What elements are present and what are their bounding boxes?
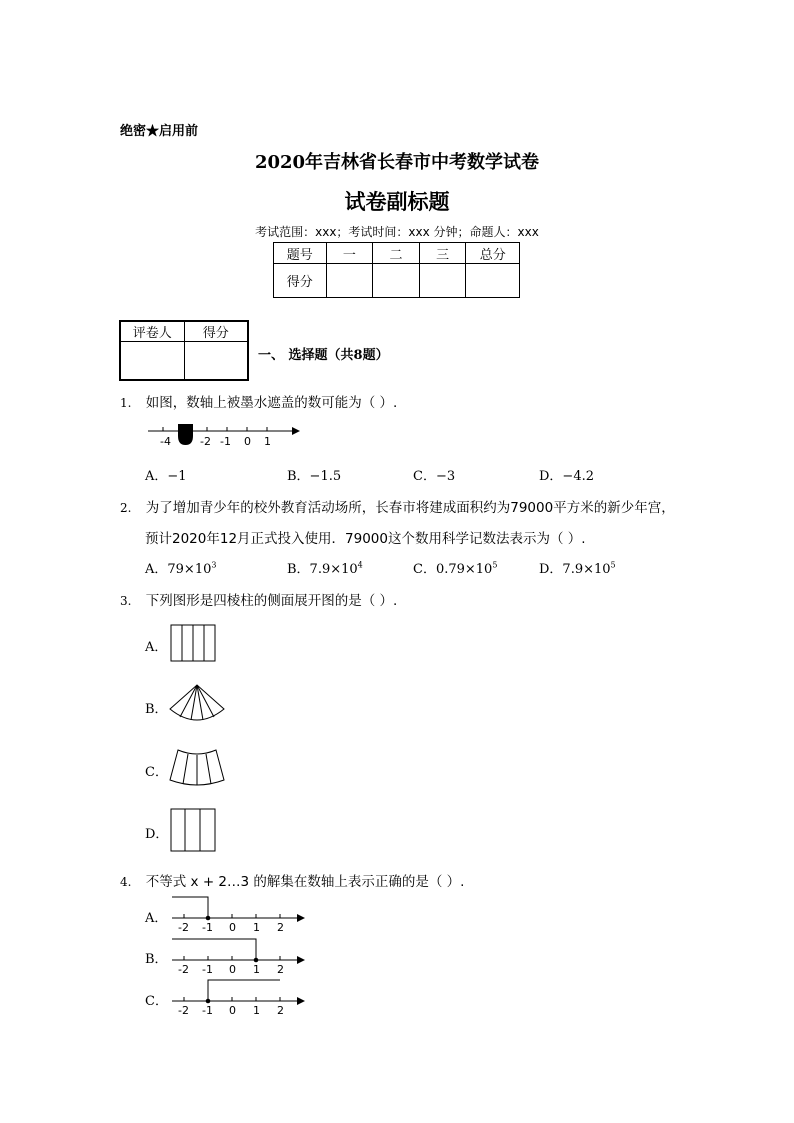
- score-cell: [326, 264, 373, 298]
- option-label: D．7.9×10: [539, 562, 611, 577]
- axis-label: 0: [229, 963, 236, 976]
- score-header-cell: 总分: [466, 243, 520, 264]
- q3-figure-b: [168, 683, 228, 725]
- score-row-label: 得分: [274, 264, 327, 298]
- axis-label: -2: [178, 963, 189, 976]
- q3-option-a[interactable]: A．: [145, 640, 168, 655]
- axis-label: 1: [253, 921, 260, 934]
- grader-header: 评卷人: [120, 321, 184, 342]
- grader-cell: [184, 342, 248, 380]
- score-table: [273, 242, 520, 298]
- score-cell: [419, 264, 466, 298]
- q2-option-c[interactable]: [413, 558, 497, 577]
- q3-option-d[interactable]: D．: [145, 827, 169, 842]
- q4-option-a[interactable]: A．: [145, 911, 168, 926]
- score-cell: [466, 264, 520, 298]
- q1-option-a[interactable]: A．−1: [145, 469, 187, 484]
- question-number: 2.: [120, 501, 132, 515]
- axis-label: 0: [229, 1004, 236, 1017]
- confidential-mark: 绝密★启用前: [120, 124, 199, 139]
- axis-label: 1: [253, 963, 260, 976]
- exam-subtitle: 试卷副标题: [344, 189, 450, 214]
- axis-label: -1: [202, 963, 213, 976]
- q1-option-c[interactable]: C．−3: [413, 469, 456, 484]
- question-3: [120, 589, 397, 609]
- q2-option-d[interactable]: [539, 558, 616, 577]
- axis-label: -2: [178, 921, 189, 934]
- q4-option-b[interactable]: B．: [145, 952, 168, 967]
- q4-number-line-c: [168, 976, 308, 1018]
- question-text: 下列图形是四棱柱的侧面展开图的是（ ）.: [145, 593, 398, 609]
- axis-label: 2: [277, 963, 284, 976]
- option-label: B．7.9×10: [287, 562, 358, 577]
- q3-option-c[interactable]: C．: [145, 765, 168, 780]
- q1-number-line: [140, 420, 310, 452]
- q4-number-line-b: [168, 935, 308, 977]
- grader-header: 得分: [184, 321, 248, 342]
- q3-figure-a: [170, 624, 218, 664]
- option-label: A．79×10: [145, 562, 212, 577]
- question-text: 不等式 x + 2…3 的解集在数轴上表示正确的是（ ）.: [145, 874, 465, 890]
- q1-option-b[interactable]: B．−1.5: [287, 469, 342, 484]
- grader-table: [119, 320, 249, 381]
- q4-number-line-a: [168, 893, 308, 935]
- axis-label: -1: [220, 435, 231, 448]
- axis-label: 0: [229, 921, 236, 934]
- axis-label: 2: [277, 921, 284, 934]
- exponent: 4: [357, 560, 363, 570]
- score-header-cell: 一: [326, 243, 373, 264]
- question-2-line2: 预计2020年12月正式投入使用．79000这个数用科学记数法表示为（ ）.: [145, 531, 586, 547]
- axis-label: 2: [277, 1004, 284, 1017]
- question-text: 为了增加青少年的校外教育活动场所，长春市将建成面积约为79000平方米的新少年宫，: [145, 500, 675, 516]
- question-number: 1.: [120, 396, 132, 410]
- score-header-cell: 三: [419, 243, 466, 264]
- question-1: [120, 391, 397, 411]
- grader-cell: [120, 342, 184, 380]
- q3-figure-d: [170, 808, 218, 854]
- ink-blot: [178, 424, 193, 445]
- exponent: 5: [610, 560, 616, 570]
- q1-option-d[interactable]: D．−4.2: [539, 469, 594, 484]
- score-header-cell: 题号: [274, 243, 327, 264]
- q3-option-b[interactable]: B．: [145, 702, 168, 717]
- axis-arrow: [292, 427, 300, 435]
- option-label: C．0.79×10: [413, 562, 493, 577]
- axis-label: 0: [244, 435, 251, 448]
- q4-option-c[interactable]: C．: [145, 994, 168, 1009]
- question-number: 3.: [120, 594, 132, 608]
- exam-title: 2020年吉林省长春市中考数学试卷: [254, 152, 540, 173]
- exponent: 5: [492, 560, 498, 570]
- q2-option-a[interactable]: [145, 558, 216, 577]
- axis-label: -1: [202, 1004, 213, 1017]
- exponent: 3: [211, 560, 217, 570]
- q3-figure-c: [168, 746, 228, 786]
- axis-label: -2: [200, 435, 211, 448]
- axis-label: 1: [253, 1004, 260, 1017]
- question-number: 4.: [120, 875, 132, 889]
- q2-option-b[interactable]: [287, 558, 363, 577]
- score-header-cell: 二: [373, 243, 420, 264]
- axis-label: 1: [264, 435, 271, 448]
- section-title: 一、 选择题（共8题）: [258, 348, 389, 363]
- axis-label: -4: [160, 435, 171, 448]
- question-text: 如图，数轴上被墨水遮盖的数可能为（ ）.: [145, 395, 398, 411]
- question-4: [120, 870, 464, 890]
- axis-label: -2: [178, 1004, 189, 1017]
- exam-info: 考试范围：xxx；考试时间：xxx 分钟；命题人：xxx: [255, 225, 539, 239]
- score-cell: [373, 264, 420, 298]
- question-2: [120, 496, 675, 516]
- axis-label: -1: [202, 921, 213, 934]
